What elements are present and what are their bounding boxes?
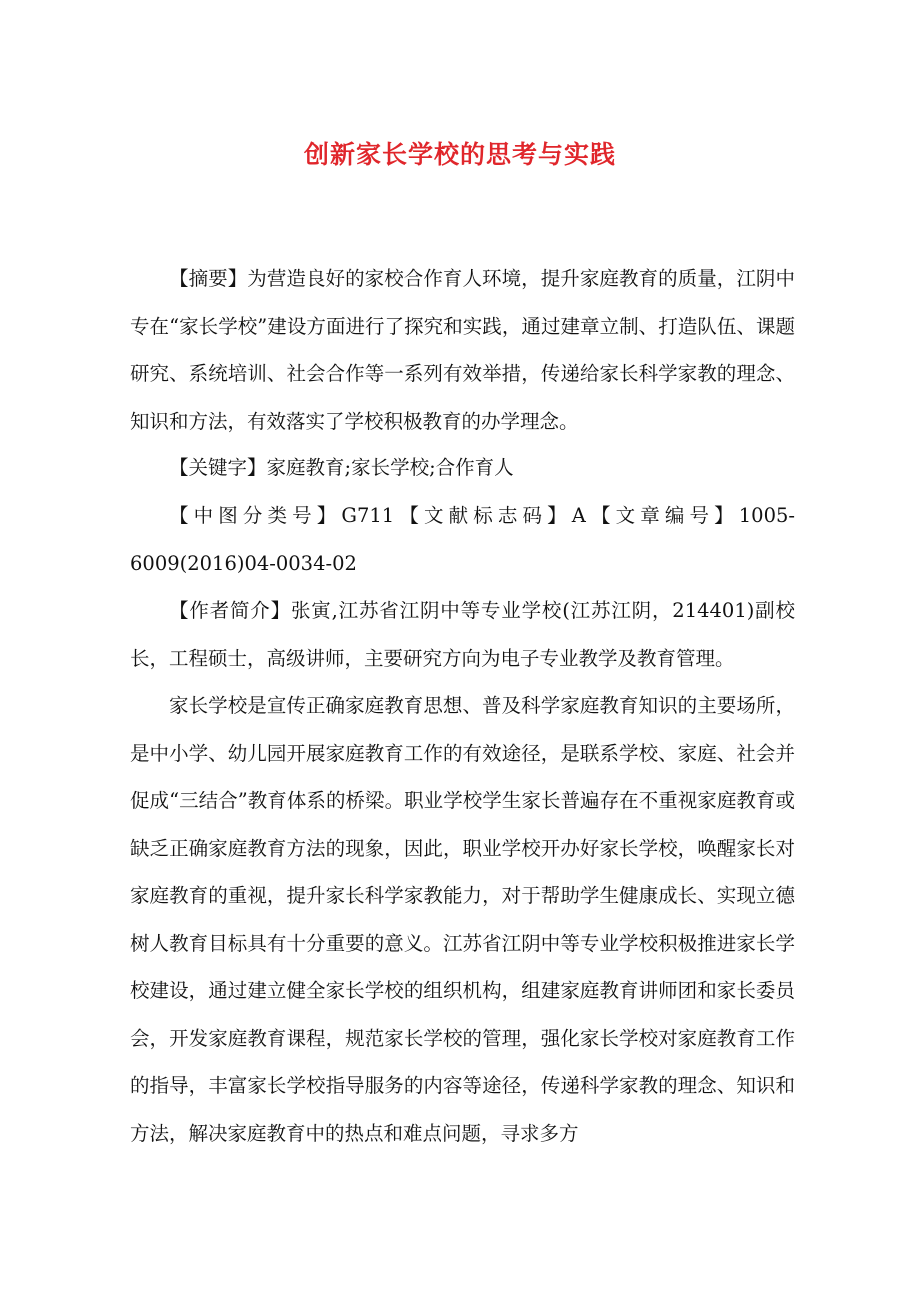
- keywords-paragraph: 【关键字】家庭教育;家长学校;合作育人: [169, 456, 514, 479]
- author-bio-paragraph: 【作者简介】张寅,江苏省江阴中等专业学校(江苏江阴，214401)副校长，工程硕士，高级讲师，主要研究方向为电子专业教学及教育管理。: [130, 599, 795, 670]
- body-paragraph: 家长学校是宣传正确家庭教育思想、普及科学家庭教育知识的主要场所，是中小学、幼儿园开展家庭教育工作的有效途径，是联系学校、家庭、社会并促成“三结合”教育体系的桥梁。职业学校学生家长普遍存在不重视家庭教育或缺乏正确家庭教育方法的现象，因此，职业学校开办好家长学校，唤醒家长对家庭教育的重视，提升家长科学家教能力，对于帮助学生健康成长、实现立德树人教育目标具有十分重要的意义。江苏省江阴中等专业学校积极推进家长学校建设，通过建立健全家长学校的组织机构，组建家庭教育讲师团和家长委员会，开发家庭教育课程，规范家长学校的管理，强化家长学校对家庭教育工作的指导，丰富家长学校指导服务的内容等途径，传递科学家教的理念、知识和方法，解决家庭教育中的热点和难点问题，寻求多方: [130, 694, 795, 1145]
- classification-paragraph: 【中图分类号】G711【文献标志码】A【文章编号】1005-6009(2016)04-0034-02: [130, 504, 795, 575]
- document-title: 创新家长学校的思考与实践: [303, 139, 616, 169]
- abstract-paragraph: 【摘要】为营造良好的家校合作育人环境，提升家庭教育的质量，江阴中专在“家长学校”建设方面进行了探究和实践，通过建章立制、打造队伍、课题研究、系统培训、社会合作等一系列有效举措，传递给家长科学家教的理念、知识和方法，有效落实了学校积极教育的办学理念。: [130, 267, 795, 433]
